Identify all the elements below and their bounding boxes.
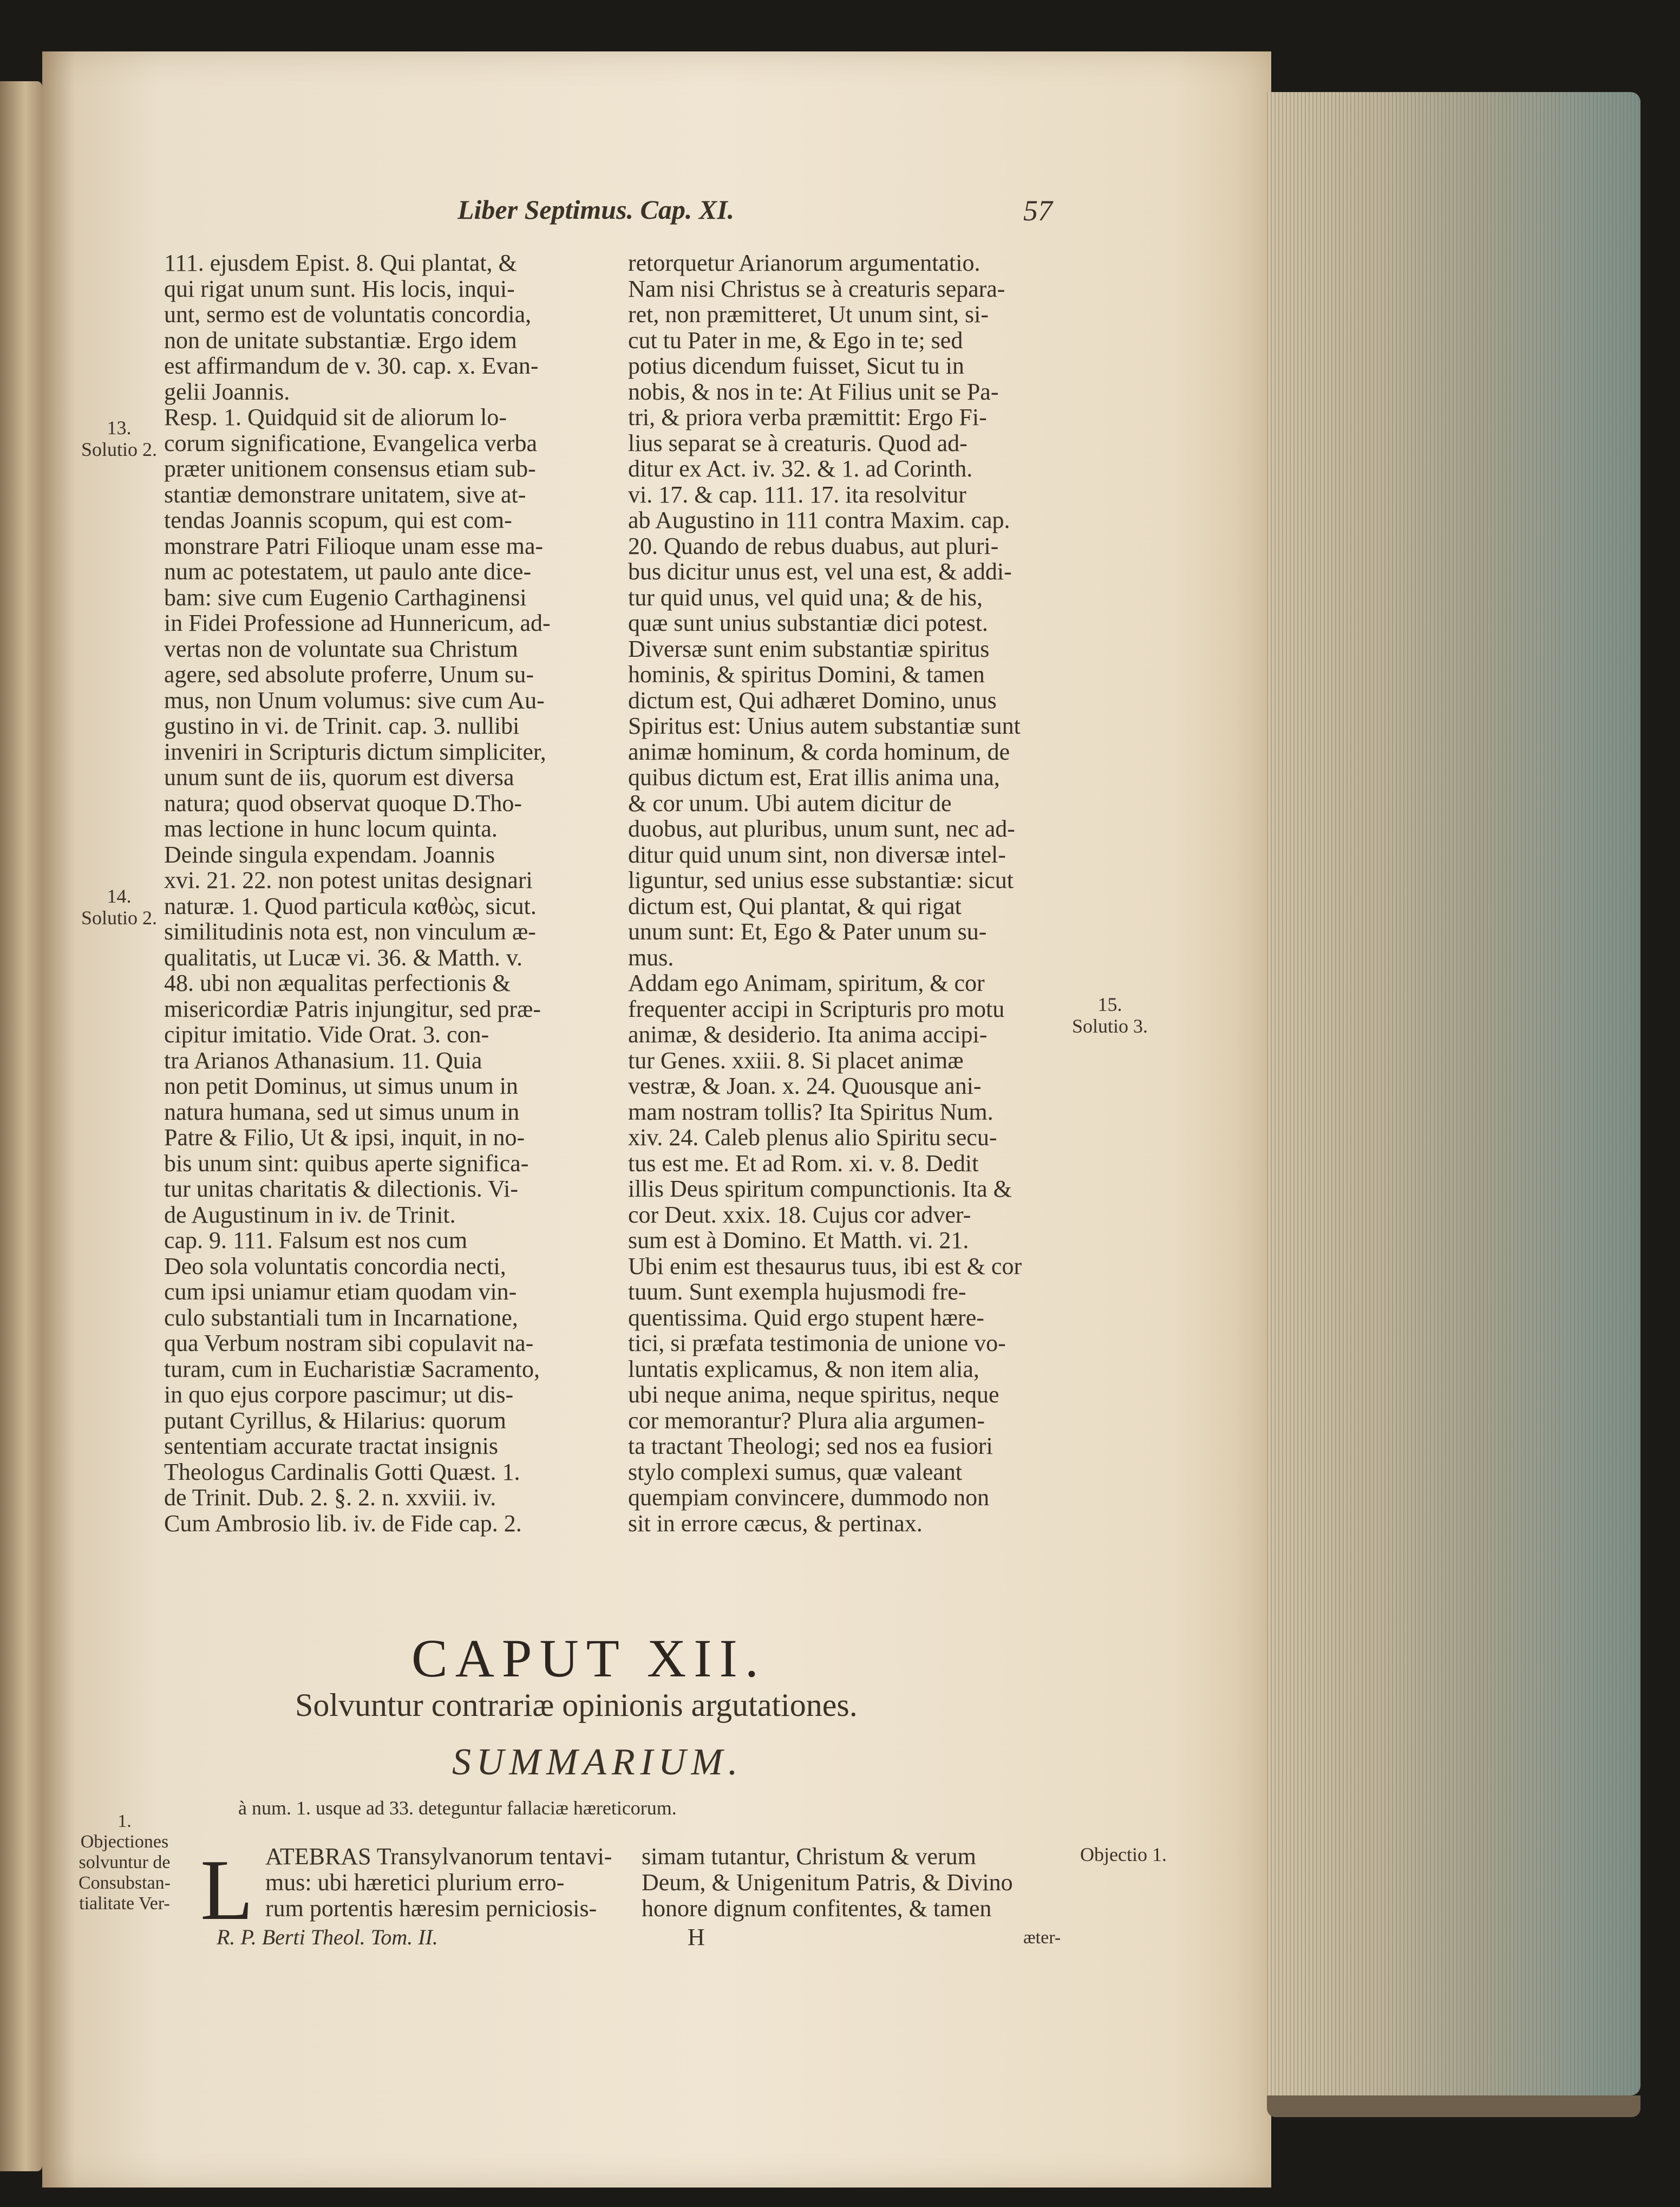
margin-objectio: Objectio 1. bbox=[1080, 1844, 1167, 1865]
bottom-left-line: rum portentis hæresim perniciosis- bbox=[265, 1895, 597, 1922]
bottom-right-line: honore dignum confitentes, & tamen bbox=[642, 1895, 992, 1922]
text-line: præter unitionem consensus etiam sub- bbox=[164, 455, 536, 482]
text-line: culo substantiali tum in Incarnatione, bbox=[164, 1304, 518, 1331]
text-line: Spiritus est: Unius autem substantiæ sunt bbox=[628, 713, 1021, 739]
text-line: de Trinit. Dub. 2. §. 2. n. xxviii. iv. bbox=[164, 1484, 496, 1511]
margin-number-14: 14. bbox=[107, 885, 132, 907]
text-line: Theologus Cardinalis Gotti Quæst. 1. bbox=[164, 1458, 520, 1485]
text-line: tra Arianos Athanasium. 11. Quia bbox=[164, 1047, 482, 1074]
text-line: bus dicitur unus est, vel una est, & addi- bbox=[628, 558, 1012, 585]
text-line: natura humana, sed ut simus unum in bbox=[164, 1098, 520, 1125]
text-line: monstrare Patri Filioque unam esse ma- bbox=[164, 532, 544, 559]
summarium-heading: SUMMARIUM. bbox=[452, 1741, 743, 1783]
text-line: cipitur imitatio. Vide Orat. 3. con- bbox=[164, 1021, 489, 1048]
text-line: vestræ, & Joan. x. 24. Quousque ani- bbox=[628, 1073, 982, 1099]
text-line: unt, sermo est de voluntatis concordia, bbox=[164, 301, 532, 328]
text-line: quentissima. Quid ergo stupent hære- bbox=[628, 1304, 984, 1331]
text-line: bis unum sint: quibus aperte significa- bbox=[164, 1150, 529, 1177]
text-line: duobus, aut pluribus, unum sunt, nec ad- bbox=[628, 815, 1015, 842]
text-line: in quo ejus corpore pascimur; ut dis- bbox=[164, 1381, 514, 1408]
text-line: non de unitate substantiæ. Ergo idem bbox=[164, 327, 517, 354]
text-line: ubi neque anima, neque spiritus, neque bbox=[628, 1381, 999, 1408]
text-line: Patre & Filio, Ut & ipsi, inquit, in no- bbox=[164, 1124, 525, 1151]
bottom-right-line: Deum, & Unigenitum Patris, & Divino bbox=[642, 1869, 1013, 1896]
margin-label-1: Objectiones solvuntur de Consubstan-tialitate Ver- bbox=[79, 1832, 171, 1914]
text-line: agere, sed absolute proferre, Unum su- bbox=[164, 661, 534, 688]
text-line: Nam nisi Christus se à creaturis separa- bbox=[628, 275, 1005, 302]
text-line: stantiæ demonstrare unitatem, sive at- bbox=[164, 481, 526, 508]
text-line: Resp. 1. Quidquid sit de aliorum lo- bbox=[164, 404, 507, 430]
drop-cap: L bbox=[200, 1842, 253, 1938]
text-line: 20. Quando de rebus duabus, aut pluri- bbox=[628, 532, 999, 559]
bottom-left-text bbox=[265, 1844, 612, 1922]
text-line: tendas Joannis scopum, qui est com- bbox=[164, 507, 512, 533]
text-line: cor Deut. xxix. 18. Cujus cor adver- bbox=[628, 1201, 971, 1228]
fore-edge bbox=[1267, 92, 1640, 2095]
text-line: ab Augustino in 111 contra Maxim. cap. bbox=[628, 507, 1010, 533]
footer-author: R. P. Berti Theol. Tom. II. bbox=[217, 1925, 438, 1949]
text-line: corum significatione, Evangelica verba bbox=[164, 429, 538, 456]
text-line: mus. bbox=[628, 944, 674, 971]
text-line: Deo sola voluntatis concordia necti, bbox=[164, 1252, 506, 1279]
text-line: unum sunt: Et, Ego & Pater unum su- bbox=[628, 918, 987, 945]
text-line: hominis, & spiritus Domini, & tamen bbox=[628, 661, 985, 688]
text-line: Diversæ sunt enim substantiæ spiritus bbox=[628, 635, 990, 662]
running-title: Liber Septimus. Cap. XI. bbox=[457, 194, 735, 225]
text-line: qua Verbum nostram sibi copulavit na- bbox=[164, 1330, 534, 1356]
text-line: xvi. 21. 22. non potest unitas designari bbox=[164, 867, 533, 893]
text-line: mam nostram tollis? Ita Spiritus Num. bbox=[628, 1098, 993, 1125]
text-line: frequenter accipi in Scripturis pro motu bbox=[628, 995, 1005, 1022]
text-line: in Fidei Professione ad Hunnericum, ad- bbox=[164, 610, 551, 636]
right-column bbox=[628, 250, 1072, 1536]
text-line: tur quid unus, vel quid una; & de his, bbox=[628, 584, 983, 611]
text-line: bam: sive cum Eugenio Carthaginensi bbox=[164, 584, 527, 611]
bottom-right-line: simam tutantur, Christum & verum bbox=[642, 1843, 976, 1870]
text-line: dictum est, Qui plantat, & qui rigat bbox=[628, 892, 962, 919]
text-line: sum est à Domino. Et Matth. vi. 21. bbox=[628, 1227, 969, 1253]
text-line: vertas non de voluntate sua Christum bbox=[164, 635, 518, 662]
text-line: vi. 17. & cap. 111. 17. ita resolvitur bbox=[628, 481, 966, 508]
page-number: 57 bbox=[1023, 194, 1053, 227]
text-line: Deinde singula expendam. Joannis bbox=[164, 841, 495, 868]
text-line: similitudinis nota est, non vinculum æ- bbox=[164, 918, 536, 945]
text-line: est affirmandum de v. 30. cap. x. Evan- bbox=[164, 352, 539, 379]
text-line: dictum est, Qui adhæret Domino, unus bbox=[628, 687, 997, 714]
text-line: potius dicendum fuisset, Sicut tu in bbox=[628, 352, 964, 379]
text-line: retorquetur Arianorum argumentatio. bbox=[628, 250, 980, 276]
text-line: turam, cum in Eucharistiæ Sacramento, bbox=[164, 1355, 540, 1382]
text-line: misericordiæ Patris injungitur, sed præ- bbox=[164, 995, 541, 1022]
text-line: ditur quid unum sint, non diversæ intel- bbox=[628, 841, 1006, 868]
margin-label-14: Solutio 2. bbox=[81, 907, 158, 929]
left-column bbox=[164, 250, 613, 1536]
fore-edge-bottom bbox=[1267, 2095, 1640, 2117]
margin-number-13: 13. bbox=[107, 417, 132, 439]
bottom-left-line: mus: ubi hæretici plurium erro- bbox=[265, 1869, 565, 1896]
margin-label-15: Solutio 3. bbox=[1072, 1015, 1148, 1037]
text-line: sententiam accurate tractat insignis bbox=[164, 1433, 498, 1459]
text-line: cor memorantur? Plura alia argumen- bbox=[628, 1407, 985, 1434]
text-line: xiv. 24. Caleb plenus alio Spiritu secu- bbox=[628, 1124, 997, 1151]
text-line: Addam ego Animam, spiritum, & cor bbox=[628, 970, 985, 996]
signature-mark: H bbox=[688, 1924, 705, 1950]
text-line: Ubi enim est thesaurus tuus, ibi est & cor bbox=[628, 1252, 1022, 1279]
text-line: quempiam convincere, dummodo non bbox=[628, 1484, 990, 1511]
text-line: mas lectione in hunc locum quinta. bbox=[164, 815, 498, 842]
text-line: qui rigat unum sunt. His locis, inqui- bbox=[164, 275, 515, 302]
text-line: non petit Dominus, ut simus unum in bbox=[164, 1073, 518, 1099]
margin-label-13: Solutio 2. bbox=[81, 439, 158, 460]
text-line: Cum Ambrosio lib. iv. de Fide cap. 2. bbox=[164, 1510, 522, 1537]
text-line: cum ipsi uniamur etiam quodam vin- bbox=[164, 1278, 517, 1305]
text-line: ditur ex Act. iv. 32. & 1. ad Corinth. bbox=[628, 455, 973, 482]
text-line: 48. ubi non æqualitas perfectionis & bbox=[164, 970, 511, 996]
text-line: tri, & priora verba præmittit: Ergo Fi- bbox=[628, 404, 987, 430]
text-line: & cor unum. Ubi autem dicitur de bbox=[628, 789, 952, 817]
text-line: cut tu Pater in me, & Ego in te; sed bbox=[628, 327, 963, 354]
text-line: animæ hominum, & corda hominum, de bbox=[628, 738, 1010, 765]
text-line: putant Cyrillus, & Hilarius: quorum bbox=[164, 1407, 506, 1434]
text-line: inveniri in Scripturis dictum simpliciter, bbox=[164, 738, 546, 765]
text-line: naturæ. 1. Quod particula καθὼς, sicut. bbox=[164, 892, 537, 919]
text-line: gelii Joannis. bbox=[164, 378, 290, 405]
text-line: tus est me. Et ad Rom. xi. v. 8. Dedit bbox=[628, 1150, 979, 1177]
text-line: sit in errore cæcus, & pertinax. bbox=[628, 1510, 923, 1537]
text-line: tur unitas charitatis & dilectionis. Vi- bbox=[164, 1176, 518, 1202]
text-line: ret, non præmitteret, Ut unum sint, si- bbox=[628, 301, 989, 328]
text-line: qualitatis, ut Lucæ vi. 36. & Matth. v. bbox=[164, 944, 522, 971]
text-line: cap. 9. 111. Falsum est nos cum bbox=[164, 1227, 468, 1253]
text-line: quæ sunt unius substantiæ dici potest. bbox=[628, 610, 988, 636]
text-line: de Augustinum in iv. de Trinit. bbox=[164, 1201, 456, 1228]
bottom-left-line: ATEBRAS Transylvanorum tentavi- bbox=[265, 1843, 612, 1870]
text-line: lius separat se à creaturis. Quod ad- bbox=[628, 429, 968, 456]
margin-number-15: 15. bbox=[1097, 994, 1122, 1015]
text-line: 111. ejusdem Epist. 8. Qui plantat, & bbox=[164, 250, 517, 276]
summary-line: à num. 1. usque ad 33. deteguntur fallaciæ hæreticorum. bbox=[238, 1797, 677, 1819]
text-line: tici, si præfata testimonia de unione vo- bbox=[628, 1330, 1006, 1356]
text-line: liguntur, sed unius esse substantiæ: sicut bbox=[628, 867, 1014, 893]
text-line: luntatis explicamus, & non item alia, bbox=[628, 1355, 979, 1382]
text-line: tuum. Sunt exempla hujusmodi fre- bbox=[628, 1278, 966, 1305]
margin-number-1: 1. bbox=[117, 1811, 132, 1831]
text-line: stylo complexi sumus, quæ valeant bbox=[628, 1458, 963, 1485]
text-line: quibus dictum est, Erat illis anima una, bbox=[628, 764, 1000, 791]
text-line: tur Genes. xxiii. 8. Si placet animæ bbox=[628, 1047, 964, 1074]
bottom-right-text bbox=[642, 1844, 1013, 1922]
text-line: mus, non Unum volumus: sive cum Au- bbox=[164, 687, 545, 714]
text-line: animæ, & desiderio. Ita anima accipi- bbox=[628, 1021, 988, 1048]
chapter-heading: CAPUT XII. bbox=[411, 1628, 766, 1688]
text-line: ta tractant Theologi; sed nos ea fusiori bbox=[628, 1433, 993, 1459]
text-line: illis Deus spiritum compunctionis. Ita & bbox=[628, 1176, 1012, 1202]
chapter-subtitle: Solvuntur contrariæ opinionis argutationes. bbox=[295, 1687, 858, 1723]
text-line: unum sunt de iis, quorum est diversa bbox=[164, 764, 514, 791]
text-line: gustino in vi. de Trinit. cap. 3. nullibi bbox=[164, 713, 520, 739]
text-line: natura; quod observat quoque D.Tho- bbox=[164, 789, 522, 817]
text-line: num ac potestatem, ut paulo ante dice- bbox=[164, 558, 532, 585]
facing-page-edge bbox=[0, 81, 42, 2171]
text-line: nobis, & nos in te: At Filius unit se Pa- bbox=[628, 378, 999, 405]
catchword: æter- bbox=[1023, 1928, 1061, 1948]
